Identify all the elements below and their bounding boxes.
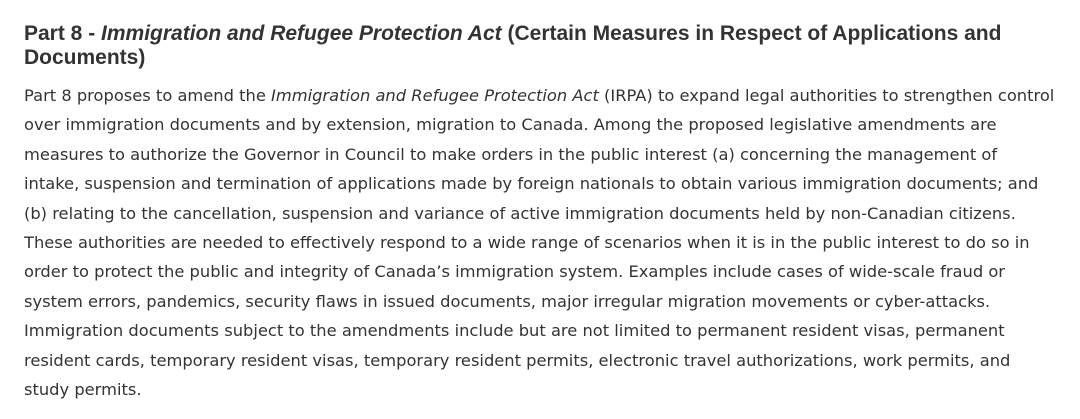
heading-suffix: (Certain Measures in Respect of Applications and Documents) [24,22,1002,69]
heading-prefix: Part 8 - [24,22,102,45]
paragraph-body: (IRPA) to expand legal authorities to strengthen control over immigration documents and by extension, migration to Canada. Among the proposed legislative amendments are measures to authorize the Governor in Council to make orders in the public interest (a) concerning the management of intake, suspension and termination of applications made by foreign nationals to obtain various immigration documents; and (b) relating to the cancellation, suspension and variance of active immigration documents held by non-Canadian citizens. These authorities are needed to effectively respond to a wide range of scenarios when it is in the public interest to do so in order to protect the public and integrity of Canada’s immigration system. Examples include cases of wide-scale fraud or system errors, pandemics, security flaws in issued documents, major irregular migration movements or cyber-attacks. Immigration documents subject to the amendments include but are not limited to permanent resident visas, permanent resident cards, temporary resident visas, temporary resident permits, electronic travel authorizations, work permits, and study permits. [24,86,1055,400]
section-paragraph [24,81,1056,404]
section-heading [24,22,1056,70]
heading-act-title: Immigration and Refugee Protection Act [101,22,502,45]
paragraph-act-title: Immigration and Refugee Protection Act [271,86,599,105]
paragraph-intro: Part 8 proposes to amend the [24,86,272,105]
